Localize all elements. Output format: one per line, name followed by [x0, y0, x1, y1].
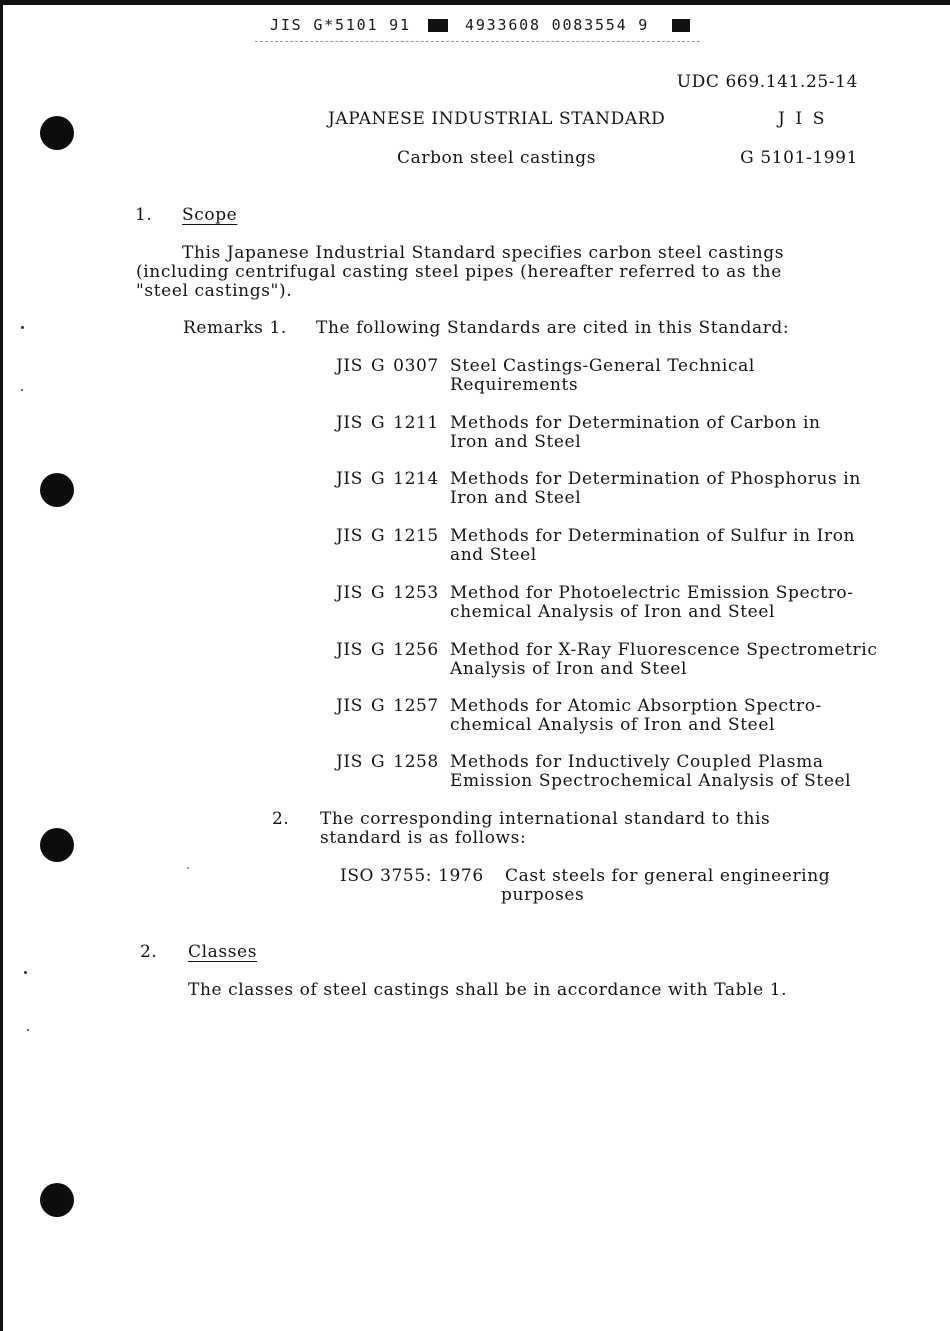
jis-mark: J I S [778, 109, 825, 129]
standard-code: JIS G 1211 [336, 413, 439, 433]
header-dashed-rule [255, 41, 700, 42]
standard-title-line: Emission Spectrochemical Analysis of Steel [450, 771, 852, 791]
cited-standard-item [0, 583, 950, 623]
standard-title-line: and Steel [450, 545, 537, 565]
cited-standard-item [0, 696, 950, 736]
scan-speck [24, 971, 27, 974]
paragraph-line: "steel castings"). [136, 281, 293, 301]
remark-line: The corresponding international standard to this [320, 809, 771, 829]
cited-standard-item [0, 356, 950, 396]
standard-title-line: chemical Analysis of Iron and Steel [450, 715, 776, 735]
standard-code: JIS G 1253 [336, 583, 439, 603]
standard-code: JIS G 1215 [336, 526, 439, 546]
header-code-left: JIS G*5101 91 [270, 16, 411, 34]
cited-standard-item [0, 413, 950, 453]
paragraph-line: The classes of steel castings shall be in accordance with Table 1. [188, 980, 788, 1000]
remarks-intro: The following Standards are cited in this Standard: [316, 318, 790, 338]
standard-title-line: Steel Castings-General Technical [450, 356, 755, 376]
standard-number: G 5101-1991 [740, 148, 858, 168]
standard-code: JIS G 1256 [336, 640, 439, 660]
standard-title-line: Methods for Determination of Phosphorus in [450, 469, 861, 489]
top-edge-rule [0, 0, 950, 5]
header-block-mark [428, 19, 448, 32]
punch-hole [40, 828, 74, 862]
standard-title-line: Requirements [450, 375, 579, 395]
standard-title-line: chemical Analysis of Iron and Steel [450, 602, 776, 622]
cited-standard-item [0, 640, 950, 680]
remark-line: standard is as follows: [320, 828, 527, 848]
remarks-label: Remarks 1. [183, 318, 287, 338]
remark-number: 2. [272, 809, 290, 829]
standard-title: JAPANESE INDUSTRIAL STANDARD [328, 109, 666, 129]
standard-code: JIS G 0307 [336, 356, 439, 376]
scan-speck [21, 326, 24, 329]
standard-code: JIS G 1258 [336, 752, 439, 772]
iso-standard-code: ISO 3755: 1976 [340, 866, 484, 886]
standard-code: JIS G 1214 [336, 469, 439, 489]
standard-title-line: Analysis of Iron and Steel [450, 659, 688, 679]
standard-title-line: Methods for Inductively Coupled Plasma [450, 752, 824, 772]
section-number: 2. [140, 942, 158, 962]
punch-hole [40, 1183, 74, 1217]
standard-title-line: Iron and Steel [450, 432, 582, 452]
section-heading: Classes [188, 942, 258, 962]
cited-standard-item [0, 469, 950, 509]
header-code-right: 4933608 0083554 9 [465, 16, 650, 34]
standard-title-line: Methods for Atomic Absorption Spectro- [450, 696, 822, 716]
cited-standard-item [0, 752, 950, 792]
iso-standard-title-line: purposes [501, 885, 585, 905]
iso-standard-title-line: Cast steels for general engineering [505, 866, 831, 886]
paragraph-line: This Japanese Industrial Standard specifies carbon steel castings [182, 243, 785, 263]
udc-number: UDC 669.141.25-14 [676, 72, 858, 92]
cited-standard-item [0, 526, 950, 566]
document-subject: Carbon steel castings [397, 148, 597, 168]
standard-code: JIS G 1257 [336, 696, 439, 716]
scan-speck [187, 867, 189, 869]
paragraph-line: (including centrifugal casting steel pipes (hereafter referred to as the [136, 262, 782, 282]
standard-title-line: Methods for Determination of Carbon in [450, 413, 821, 433]
section-heading: Scope [182, 205, 238, 225]
standard-title-line: Methods for Determination of Sulfur in Iron [450, 526, 856, 546]
standard-title-line: Iron and Steel [450, 488, 582, 508]
standard-title-line: Method for Photoelectric Emission Spectro- [450, 583, 854, 603]
section-number: 1. [135, 205, 153, 225]
punch-hole [40, 116, 74, 150]
header-block-mark [672, 19, 690, 32]
standard-title-line: Method for X-Ray Fluorescence Spectrometric [450, 640, 878, 660]
scan-speck [27, 1029, 29, 1031]
